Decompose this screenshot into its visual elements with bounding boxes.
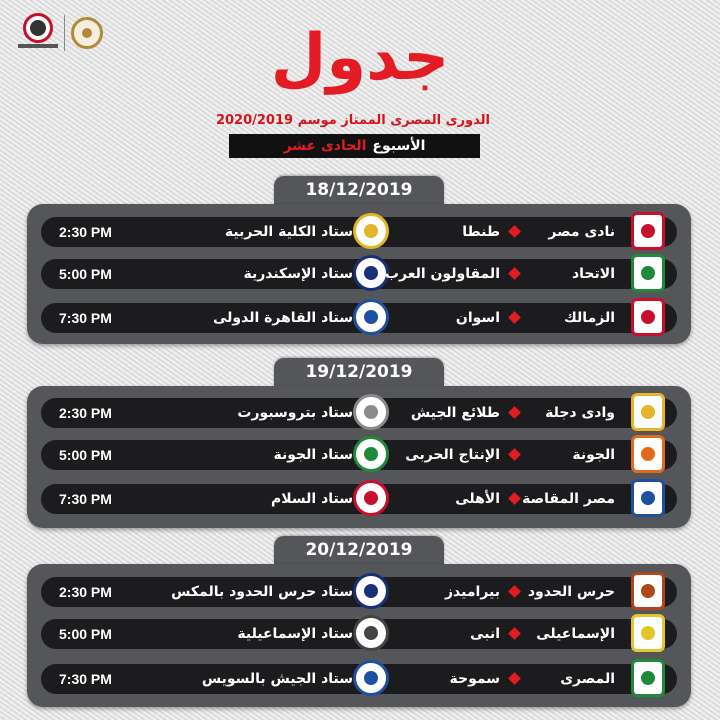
home-team-logo-icon: [631, 298, 665, 336]
date-tab: 20/12/2019: [274, 536, 444, 564]
week-prefix: الأسبوع: [372, 138, 426, 154]
match-stadium: ستاد الإسماعيلية: [237, 626, 353, 642]
match-time: 5:00 PM: [59, 266, 112, 282]
match-row: [41, 303, 677, 333]
away-team: الإنتاج الحربى: [405, 447, 500, 463]
match-time: 7:30 PM: [59, 491, 112, 507]
match-row: [41, 398, 677, 428]
away-team: اسوان: [455, 310, 500, 326]
match-time: 7:30 PM: [59, 310, 112, 326]
date-tab: 19/12/2019: [274, 358, 444, 386]
match-stadium: ستاد الجونة: [273, 447, 353, 463]
match-stadium: ستاد الكلية الحربية: [224, 224, 353, 240]
match-stadium: ستاد بتروسبورت: [237, 405, 353, 421]
week-name: الحادى عشر: [283, 138, 367, 154]
home-team: الزمالك: [564, 310, 615, 326]
versus-icon: [508, 672, 521, 685]
away-team-logo-icon: [353, 573, 389, 609]
home-team: حرس الحدود: [527, 584, 615, 600]
away-team-logo-icon: [353, 255, 389, 291]
match-time: 5:00 PM: [59, 626, 112, 642]
home-team: الاتحاد: [571, 266, 615, 282]
versus-icon: [508, 311, 521, 324]
match-row: [41, 577, 677, 607]
match-time: 5:00 PM: [59, 447, 112, 463]
versus-icon: [508, 267, 521, 280]
away-team-logo-icon: [353, 213, 389, 249]
home-team-logo-icon: [631, 393, 665, 431]
versus-icon: [508, 406, 521, 419]
match-row: [41, 217, 677, 247]
match-stadium: ستاد الإسكندرية: [243, 266, 353, 282]
away-team-logo-icon: [353, 480, 389, 516]
match-row: [41, 664, 677, 694]
away-team: انبى: [470, 626, 500, 642]
home-team-logo-icon: [631, 614, 665, 652]
away-team: الأهلى: [455, 491, 500, 507]
home-team-logo-icon: [631, 659, 665, 697]
date-tab: 18/12/2019: [274, 176, 444, 204]
match-stadium: ستاد القاهرة الدولى: [212, 310, 353, 326]
home-team: الجونة: [572, 447, 615, 463]
away-team-logo-icon: [353, 660, 389, 696]
versus-icon: [508, 627, 521, 640]
home-team: وادى دجلة: [545, 405, 615, 421]
page-title: جدول: [270, 21, 450, 95]
match-time: 2:30 PM: [59, 405, 112, 421]
home-team-logo-icon: [631, 435, 665, 473]
away-team: بيراميدز: [444, 584, 500, 600]
match-row: [41, 440, 677, 470]
away-team-logo-icon: [353, 394, 389, 430]
league-subtitle: الدورى المصرى الممتاز موسم 2020/2019: [215, 113, 490, 128]
versus-icon: [508, 585, 521, 598]
away-team: المقاولون العرب: [384, 266, 500, 282]
match-stadium: ستاد الجيش بالسويس: [201, 671, 353, 687]
match-stadium: ستاد السلام: [271, 491, 353, 507]
home-team: مصر المقاصة: [522, 491, 615, 507]
day-panel: [27, 204, 691, 344]
match-time: 2:30 PM: [59, 224, 112, 240]
day-panel: [27, 386, 691, 528]
away-team: طلائع الجيش: [410, 405, 500, 421]
week-banner: [229, 134, 480, 158]
away-team-logo-icon: [353, 299, 389, 335]
match-stadium: ستاد حرس الحدود بالمكس: [171, 584, 353, 600]
away-team-logo-icon: [353, 615, 389, 651]
home-team: نادى مصر: [548, 224, 615, 240]
match-row: [41, 619, 677, 649]
match-time: 2:30 PM: [59, 584, 112, 600]
versus-icon: [508, 225, 521, 238]
away-team: سموحة: [449, 671, 500, 687]
match-row: [41, 484, 677, 514]
home-team-logo-icon: [631, 254, 665, 292]
versus-icon: [508, 492, 521, 505]
home-team-logo-icon: [631, 212, 665, 250]
home-team: المصرى: [560, 671, 615, 687]
home-team-logo-icon: [631, 572, 665, 610]
day-panel: [27, 564, 691, 707]
versus-icon: [508, 448, 521, 461]
home-team-logo-icon: [631, 479, 665, 517]
away-team-logo-icon: [353, 436, 389, 472]
match-row: [41, 259, 677, 289]
away-team: طنطا: [462, 224, 500, 240]
match-time: 7:30 PM: [59, 671, 112, 687]
home-team: الإسماعيلى: [536, 626, 615, 642]
